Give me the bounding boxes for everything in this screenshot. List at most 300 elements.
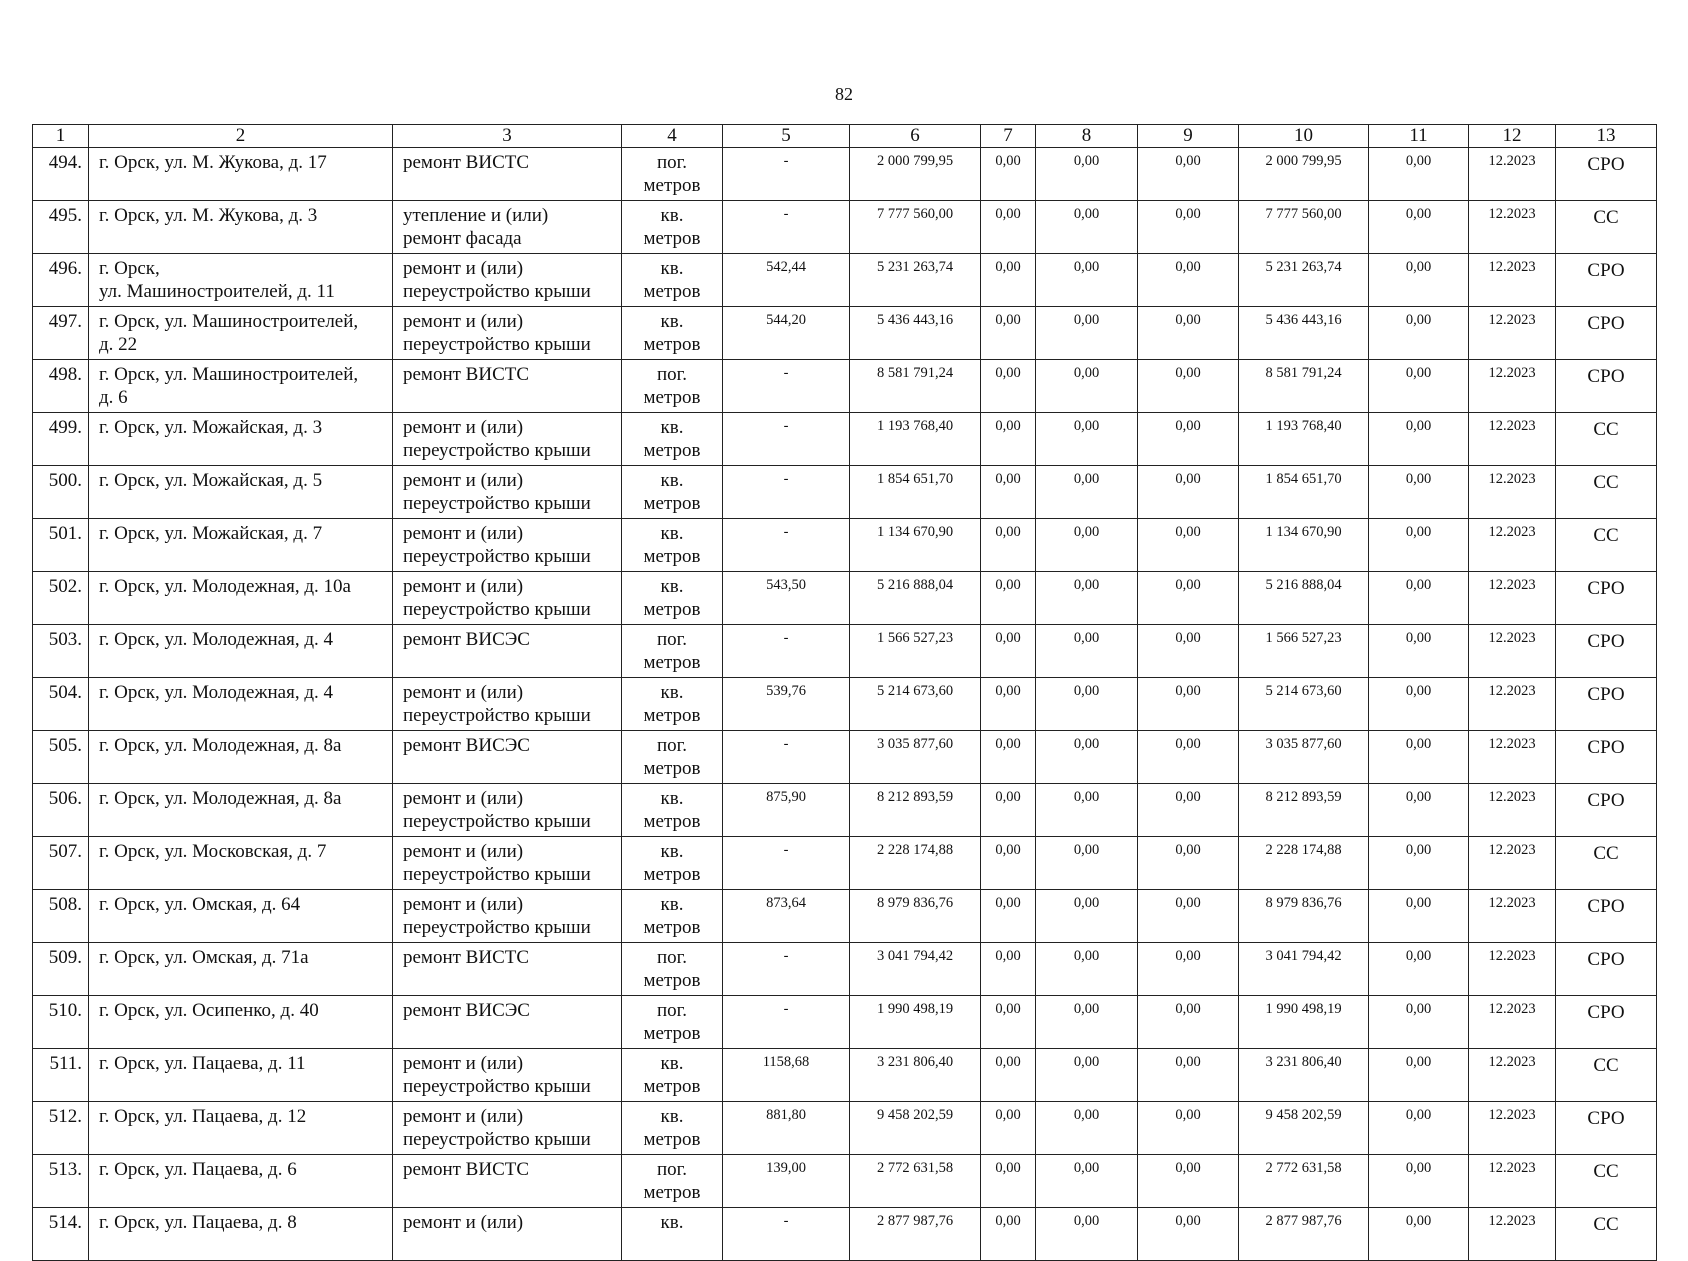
total-cost-cell: 3 231 806,40 [850,1049,981,1102]
unit-cell-line: пог. [656,1000,688,1021]
col11-cell: 0,00 [1369,943,1469,996]
table-row [33,307,1657,360]
unit-cell-line: метров [643,811,701,832]
work-type-cell [393,413,622,466]
col11-cell: 0,00 [1369,519,1469,572]
work-type-cell [393,784,622,837]
total-cost-cell: 5 214 673,60 [850,678,981,731]
work-type-cell-line: переустройство крыши [403,1076,591,1097]
column-header-2: 2 [89,125,393,148]
col7-cell: 0,00 [981,1155,1036,1208]
row-number: 504. [33,678,89,731]
work-type-cell [393,360,622,413]
work-type-cell [393,1049,622,1102]
col7-cell: 0,00 [981,678,1036,731]
code-cell: СРО [1556,572,1657,625]
row-number: 505. [33,731,89,784]
total-cost-cell: 7 777 560,00 [850,201,981,254]
table-row [33,519,1657,572]
col8-cell: 0,00 [1036,413,1138,466]
address-cell [89,572,393,625]
unit-cell-line: метров [643,599,701,620]
work-type-cell [393,1102,622,1155]
col11-cell: 0,00 [1369,784,1469,837]
unit-cell [622,360,723,413]
col10-cell: 8 212 893,59 [1239,784,1369,837]
table-row [33,625,1657,678]
code-cell: СРО [1556,784,1657,837]
row-number: 507. [33,837,89,890]
unit-cell [622,148,723,201]
col7-cell: 0,00 [981,254,1036,307]
work-type-cell-line: ремонт и (или) [403,576,524,597]
work-type-cell [393,466,622,519]
col11-cell: 0,00 [1369,1102,1469,1155]
address-cell-line: г. Орск, ул. Машиностроителей, [99,311,359,332]
col9-cell: 0,00 [1138,625,1239,678]
total-cost-cell: 1 990 498,19 [850,996,981,1049]
work-type-cell-line: ремонт и (или) [403,1212,524,1233]
col5-cell: - [723,837,850,890]
repair-program-table [32,124,1657,1261]
col7-cell: 0,00 [981,148,1036,201]
col8-cell: 0,00 [1036,254,1138,307]
row-number: 502. [33,572,89,625]
col10-cell: 1 990 498,19 [1239,996,1369,1049]
unit-cell-line: пог. [656,735,688,756]
code-cell: СС [1556,519,1657,572]
col10-cell: 3 041 794,42 [1239,943,1369,996]
col10-cell: 5 436 443,16 [1239,307,1369,360]
column-header-12: 12 [1469,125,1556,148]
work-type-cell [393,572,622,625]
unit-cell [622,519,723,572]
address-cell [89,1102,393,1155]
date-cell: 12.2023 [1469,148,1556,201]
code-cell: СС [1556,413,1657,466]
col8-cell: 0,00 [1036,731,1138,784]
col8-cell: 0,00 [1036,519,1138,572]
work-type-cell [393,890,622,943]
unit-cell-line: метров [643,864,701,885]
unit-cell-line: метров [643,917,701,938]
col7-cell: 0,00 [981,201,1036,254]
address-cell-line: г. Орск, ул. Пацаева, д. 8 [99,1212,297,1233]
table-row [33,731,1657,784]
work-type-cell-line: ремонт ВИСТС [403,364,530,385]
row-number: 503. [33,625,89,678]
address-cell [89,148,393,201]
work-type-cell [393,1208,622,1261]
col8-cell: 0,00 [1036,360,1138,413]
col8-cell: 0,00 [1036,996,1138,1049]
total-cost-cell: 9 458 202,59 [850,1102,981,1155]
col9-cell: 0,00 [1138,519,1239,572]
date-cell: 12.2023 [1469,731,1556,784]
work-type-cell-line: ремонт ВИСТС [403,152,530,173]
unit-cell-line: метров [643,705,701,726]
address-cell [89,307,393,360]
unit-cell-line: кв. [660,205,684,226]
unit-cell-line: метров [643,1129,701,1150]
address-cell [89,466,393,519]
column-header-10: 10 [1239,125,1369,148]
col5-cell: 139,00 [723,1155,850,1208]
unit-cell-line: кв. [660,1106,684,1127]
unit-cell-line: метров [643,440,701,461]
unit-cell [622,466,723,519]
work-type-cell-line: ремонт и (или) [403,894,524,915]
total-cost-cell: 2 228 174,88 [850,837,981,890]
col11-cell: 0,00 [1369,360,1469,413]
table-row [33,890,1657,943]
col5-cell: 539,76 [723,678,850,731]
page-number: 82 [835,84,853,104]
date-cell: 12.2023 [1469,307,1556,360]
col10-cell: 2 877 987,76 [1239,1208,1369,1261]
unit-cell [622,731,723,784]
col9-cell: 0,00 [1138,731,1239,784]
work-type-cell [393,996,622,1049]
date-cell: 12.2023 [1469,678,1556,731]
work-type-cell-line: переустройство крыши [403,546,591,567]
total-cost-cell: 8 212 893,59 [850,784,981,837]
work-type-cell-line: утепление и (или) [403,205,549,226]
col7-cell: 0,00 [981,1049,1036,1102]
unit-cell-line: кв. [660,841,684,862]
unit-cell [622,572,723,625]
work-type-cell [393,943,622,996]
date-cell: 12.2023 [1469,201,1556,254]
total-cost-cell: 1 134 670,90 [850,519,981,572]
address-cell-line: г. Орск, ул. М. Жукова, д. 3 [99,205,318,226]
col10-cell: 7 777 560,00 [1239,201,1369,254]
col7-cell: 0,00 [981,943,1036,996]
col5-cell: - [723,1208,850,1261]
code-cell: СРО [1556,731,1657,784]
col8-cell: 0,00 [1036,307,1138,360]
row-number: 497. [33,307,89,360]
work-type-cell-line: ремонт и (или) [403,1106,524,1127]
unit-cell-line: метров [643,281,701,302]
unit-cell [622,837,723,890]
unit-cell-line: пог. [656,1159,688,1180]
col11-cell: 0,00 [1369,890,1469,943]
work-type-cell-line: ремонт ВИСЭС [403,735,530,756]
work-type-cell-line: переустройство крыши [403,705,591,726]
address-cell-line: г. Орск, ул. Машиностроителей, [99,364,359,385]
total-cost-cell: 1 854 651,70 [850,466,981,519]
date-cell: 12.2023 [1469,890,1556,943]
col5-cell: 881,80 [723,1102,850,1155]
col7-cell: 0,00 [981,731,1036,784]
col8-cell: 0,00 [1036,943,1138,996]
column-header-11: 11 [1369,125,1469,148]
address-cell [89,254,393,307]
col11-cell: 0,00 [1369,837,1469,890]
code-cell: СРО [1556,890,1657,943]
table-row [33,784,1657,837]
table-row [33,360,1657,413]
address-cell-line: г. Орск, ул. Можайская, д. 5 [99,470,323,491]
date-cell: 12.2023 [1469,519,1556,572]
work-type-cell-line: переустройство крыши [403,917,591,938]
col5-cell: - [723,996,850,1049]
total-cost-cell: 2 772 631,58 [850,1155,981,1208]
row-number: 501. [33,519,89,572]
work-type-cell-line: переустройство крыши [403,599,591,620]
table-row [33,148,1657,201]
col7-cell: 0,00 [981,466,1036,519]
table-row [33,1049,1657,1102]
address-cell-line: г. Орск, ул. Молодежная, д. 8а [99,735,342,756]
col10-cell: 1 566 527,23 [1239,625,1369,678]
col11-cell: 0,00 [1369,572,1469,625]
address-cell-line: д. 6 [99,387,128,408]
date-cell: 12.2023 [1469,996,1556,1049]
col9-cell: 0,00 [1138,466,1239,519]
col7-cell: 0,00 [981,572,1036,625]
col8-cell: 0,00 [1036,466,1138,519]
address-cell [89,1208,393,1261]
col10-cell: 3 035 877,60 [1239,731,1369,784]
unit-cell [622,254,723,307]
row-number: 499. [33,413,89,466]
code-cell: СРО [1556,1102,1657,1155]
unit-cell-line: кв. [660,1212,684,1233]
work-type-cell [393,307,622,360]
work-type-cell-line: ремонт и (или) [403,682,524,703]
col11-cell: 0,00 [1369,1208,1469,1261]
col10-cell: 1 193 768,40 [1239,413,1369,466]
col5-cell: 542,44 [723,254,850,307]
col10-cell: 8 979 836,76 [1239,890,1369,943]
code-cell: СРО [1556,307,1657,360]
unit-cell [622,996,723,1049]
col10-cell: 5 216 888,04 [1239,572,1369,625]
address-cell-line: г. Орск, ул. Омская, д. 64 [99,894,301,915]
col5-cell: 875,90 [723,784,850,837]
date-cell: 12.2023 [1469,784,1556,837]
row-number: 513. [33,1155,89,1208]
column-header-4: 4 [622,125,723,148]
unit-cell-line: кв. [660,523,684,544]
address-cell-line: г. Орск, ул. Осипенко, д. 40 [99,1000,319,1021]
code-cell: СРО [1556,625,1657,678]
row-number: 494. [33,148,89,201]
table-row [33,678,1657,731]
col11-cell: 0,00 [1369,625,1469,678]
col10-cell: 8 581 791,24 [1239,360,1369,413]
address-cell-line: г. Орск, ул. Омская, д. 71а [99,947,309,968]
work-type-cell-line: переустройство крыши [403,334,591,355]
unit-cell-line: метров [643,493,701,514]
work-type-cell-line: ремонт и (или) [403,311,524,332]
address-cell-line: г. Орск, ул. М. Жукова, д. 17 [99,152,327,173]
col11-cell: 0,00 [1369,307,1469,360]
work-type-cell-line: ремонт и (или) [403,417,524,438]
code-cell: СС [1556,1049,1657,1102]
total-cost-cell: 1 566 527,23 [850,625,981,678]
unit-cell [622,201,723,254]
table-row [33,466,1657,519]
date-cell: 12.2023 [1469,943,1556,996]
address-cell [89,519,393,572]
unit-cell-line: пог. [656,947,688,968]
unit-cell-line: кв. [660,417,684,438]
date-cell: 12.2023 [1469,1208,1556,1261]
unit-cell [622,1208,723,1261]
total-cost-cell: 5 436 443,16 [850,307,981,360]
col10-cell: 1 134 670,90 [1239,519,1369,572]
unit-cell [622,1102,723,1155]
column-header-13: 13 [1556,125,1657,148]
address-cell-line: г. Орск, ул. Можайская, д. 7 [99,523,323,544]
col11-cell: 0,00 [1369,678,1469,731]
total-cost-cell: 5 231 263,74 [850,254,981,307]
unit-cell-line: кв. [660,894,684,915]
address-cell [89,837,393,890]
address-cell [89,890,393,943]
work-type-cell-line: переустройство крыши [403,281,591,302]
col7-cell: 0,00 [981,413,1036,466]
unit-cell-line: метров [643,228,701,249]
col10-cell: 2 000 799,95 [1239,148,1369,201]
col5-cell: - [723,413,850,466]
work-type-cell [393,148,622,201]
col8-cell: 0,00 [1036,1102,1138,1155]
unit-cell-line: кв. [660,311,684,332]
code-cell: СС [1556,466,1657,519]
col8-cell: 0,00 [1036,784,1138,837]
col11-cell: 0,00 [1369,731,1469,784]
col7-cell: 0,00 [981,1208,1036,1261]
col9-cell: 0,00 [1138,148,1239,201]
address-cell [89,360,393,413]
column-header-3: 3 [393,125,622,148]
unit-cell-line: метров [643,1023,701,1044]
work-type-cell-line: ремонт и (или) [403,1053,524,1074]
col5-cell: 543,50 [723,572,850,625]
unit-cell [622,943,723,996]
unit-cell-line: метров [643,1076,701,1097]
col8-cell: 0,00 [1036,572,1138,625]
row-number: 496. [33,254,89,307]
row-number: 495. [33,201,89,254]
col8-cell: 0,00 [1036,890,1138,943]
column-header-5: 5 [723,125,850,148]
work-type-cell [393,837,622,890]
col7-cell: 0,00 [981,890,1036,943]
code-cell: СС [1556,1208,1657,1261]
col7-cell: 0,00 [981,625,1036,678]
col11-cell: 0,00 [1369,148,1469,201]
total-cost-cell: 2 877 987,76 [850,1208,981,1261]
table-row [33,254,1657,307]
work-type-cell [393,201,622,254]
col10-cell: 5 214 673,60 [1239,678,1369,731]
address-cell [89,625,393,678]
col9-cell: 0,00 [1138,1049,1239,1102]
table-row [33,837,1657,890]
col9-cell: 0,00 [1138,996,1239,1049]
work-type-cell-line: переустройство крыши [403,1129,591,1150]
work-type-cell-line: переустройство крыши [403,493,591,514]
table-row [33,413,1657,466]
col9-cell: 0,00 [1138,943,1239,996]
col7-cell: 0,00 [981,360,1036,413]
col5-cell: - [723,466,850,519]
address-cell [89,943,393,996]
date-cell: 12.2023 [1469,360,1556,413]
work-type-cell-line: ремонт ВИСЭС [403,1000,530,1021]
total-cost-cell: 5 216 888,04 [850,572,981,625]
code-cell: СС [1556,201,1657,254]
col7-cell: 0,00 [981,996,1036,1049]
table-row [33,996,1657,1049]
total-cost-cell: 8 581 791,24 [850,360,981,413]
col5-cell: 544,20 [723,307,850,360]
row-number: 511. [33,1049,89,1102]
address-cell-line: г. Орск, ул. Молодежная, д. 8а [99,788,342,809]
column-header-7: 7 [981,125,1036,148]
unit-cell-line: кв. [660,1053,684,1074]
col11-cell: 0,00 [1369,413,1469,466]
work-type-cell-line: ремонт ВИСЭС [403,629,530,650]
col5-cell: 873,64 [723,890,850,943]
col5-cell: - [723,625,850,678]
unit-cell-line: кв. [660,576,684,597]
unit-cell [622,307,723,360]
unit-cell [622,413,723,466]
column-header-1: 1 [33,125,89,148]
total-cost-cell: 1 193 768,40 [850,413,981,466]
col9-cell: 0,00 [1138,413,1239,466]
address-cell [89,996,393,1049]
col9-cell: 0,00 [1138,360,1239,413]
total-cost-cell: 3 041 794,42 [850,943,981,996]
address-cell-line: г. Орск, ул. Молодежная, д. 4 [99,682,334,703]
col9-cell: 0,00 [1138,201,1239,254]
work-type-cell-line: ремонт и (или) [403,470,524,491]
col10-cell: 2 228 174,88 [1239,837,1369,890]
date-cell: 12.2023 [1469,1049,1556,1102]
address-cell-line: г. Орск, [99,258,160,279]
work-type-cell-line: ремонт и (или) [403,258,524,279]
code-cell: СРО [1556,943,1657,996]
work-type-cell-line: переустройство крыши [403,440,591,461]
col8-cell: 0,00 [1036,201,1138,254]
col8-cell: 0,00 [1036,625,1138,678]
unit-cell-line: метров [643,970,701,991]
code-cell: СРО [1556,678,1657,731]
col11-cell: 0,00 [1369,996,1469,1049]
address-cell [89,1049,393,1102]
unit-cell [622,784,723,837]
work-type-cell-line: ремонт ВИСТС [403,947,530,968]
col5-cell: 1158,68 [723,1049,850,1102]
unit-cell-line: метров [643,546,701,567]
work-type-cell-line: переустройство крыши [403,864,591,885]
col11-cell: 0,00 [1369,1049,1469,1102]
address-cell-line: д. 22 [99,334,138,355]
col9-cell: 0,00 [1138,784,1239,837]
row-number: 506. [33,784,89,837]
row-number: 512. [33,1102,89,1155]
col11-cell: 0,00 [1369,466,1469,519]
address-cell-line: ул. Машиностроителей, д. 11 [99,281,335,302]
work-type-cell [393,625,622,678]
